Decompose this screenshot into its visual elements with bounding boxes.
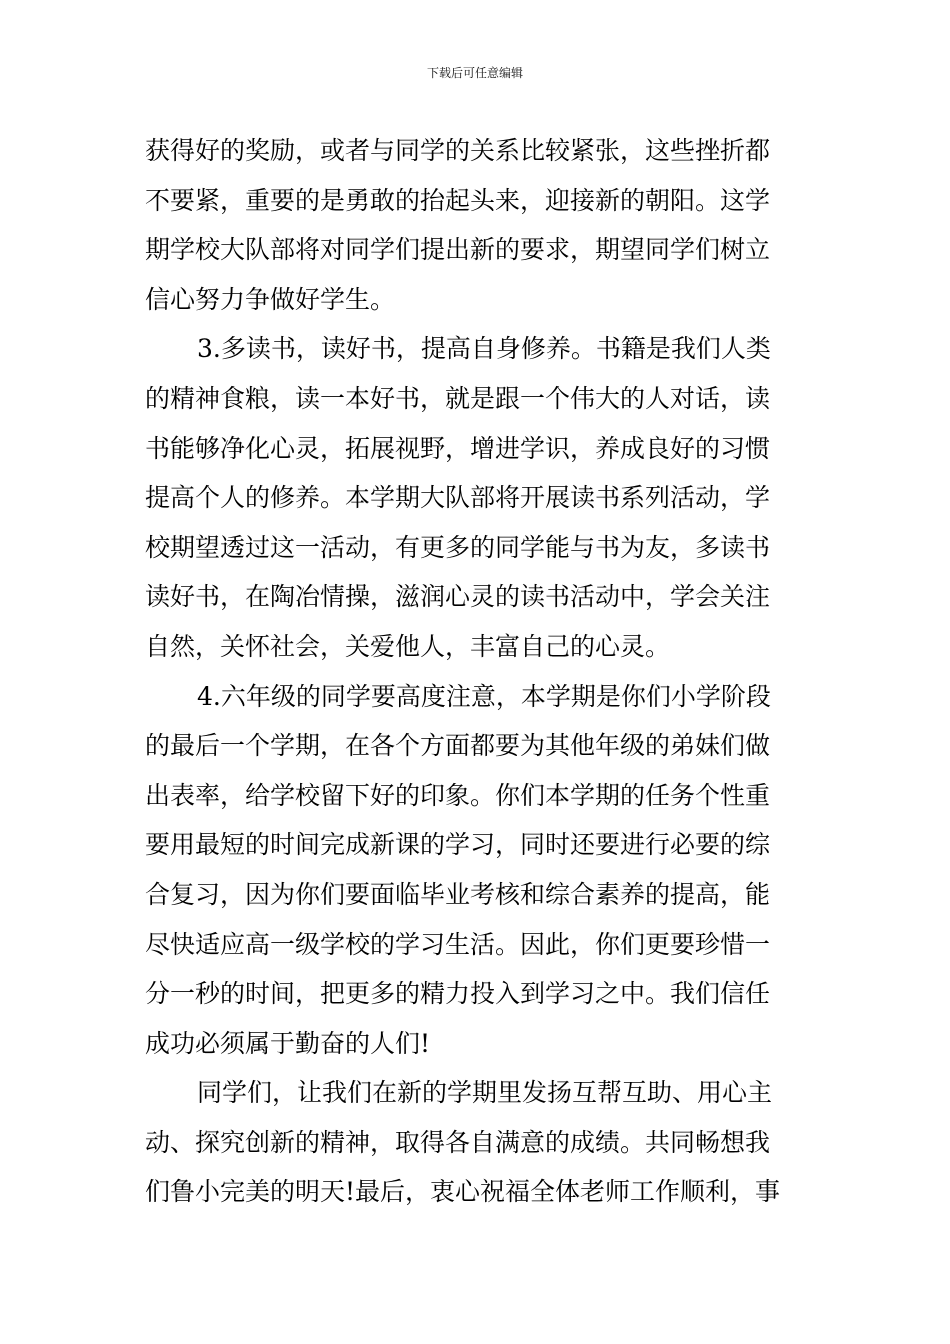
text-line: 尽快适应高一级学校的学习生活。因此，你们更要珍惜一 [145,929,771,959]
text-line: 提高个人的修养。本学期大队部将开展读书系列活动，学 [145,483,771,513]
text-line: 4.六年级的同学要高度注意，本学期是你们小学阶段 [197,681,771,711]
text-line: 3.多读书，读好书，提高自身修养。书籍是我们人类 [197,334,771,364]
page-header: 下载后可任意编辑 [426,66,523,80]
text-line: 出表率，给学校留下好的印象。你们本学期的任务个性重 [145,780,771,810]
text-line: 不要紧，重要的是勇敢的抬起头来，迎接新的朝阳。这学 [145,185,771,215]
text-line: 书能够净化心灵，拓展视野，增进学识，养成良好的习惯 [145,433,771,463]
text-line: 信心努力争做好学生。 [145,284,396,314]
text-line: 获得好的奖励，或者与同学的关系比较紧张，这些挫折都 [145,136,771,165]
text-line: 期学校大队部将对同学们提出新的要求，期望同学们树立 [145,235,771,265]
text-line: 分一秒的时间，把更多的精力投入到学习之中。我们信任 [145,979,771,1009]
text-line: 们鲁小完美的明天!最后，衷心祝福全体老师工作顺利，事 [145,1177,781,1207]
text-line: 成功必须属于勤奋的人们! [145,1028,431,1058]
text-line: 的最后一个学期，在各个方面都要为其他年级的弟妹们做 [145,731,771,761]
document-body [145,126,810,1217]
text-line: 要用最短的时间完成新课的学习，同时还要进行必要的综 [145,830,771,860]
text-line: 读好书，在陶冶情操，滋润心灵的读书活动中，学会关注 [145,582,771,612]
text-line: 的精神食粮，读一本好书，就是跟一个伟大的人对话，读 [145,383,771,413]
text-line: 自然，关怀社会，关爱他人，丰富自己的心灵。 [145,631,671,661]
text-line: 合复习，因为你们要面临毕业考核和综合素养的提高，能 [145,879,771,909]
text-line: 动、探究创新的精神，取得各自满意的成绩。共同畅想我 [145,1127,771,1157]
text-line: 同学们，让我们在新的学期里发扬互帮互助、用心主 [197,1078,773,1108]
text-line: 校期望透过这一活动，有更多的同学能与书为友，多读书 [145,532,771,562]
